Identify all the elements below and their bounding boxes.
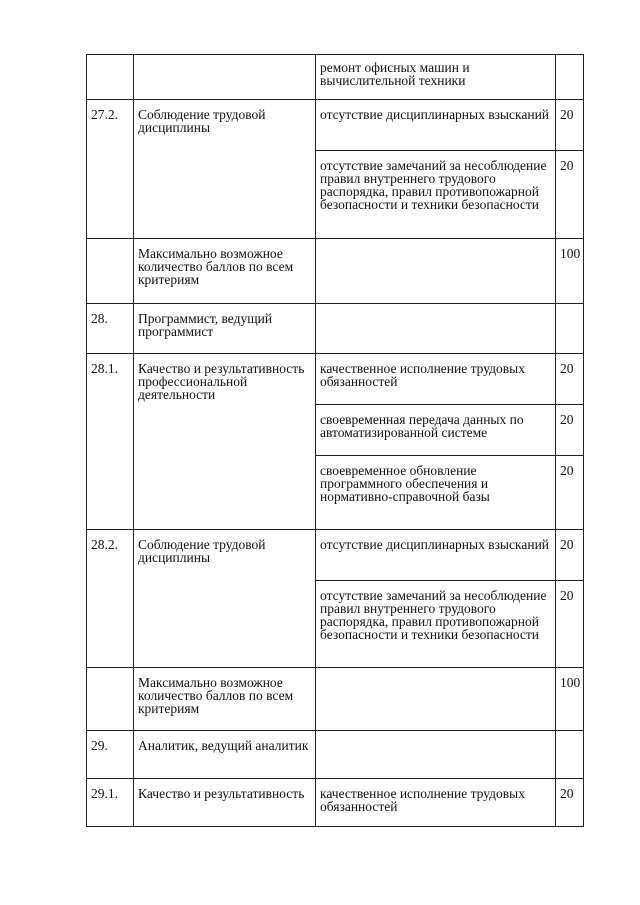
table-row: [87, 731, 584, 779]
row-number-cell: 29.: [87, 731, 134, 779]
criteria-table: [86, 54, 584, 827]
indicator-cell: [316, 304, 556, 354]
criterion-name-cell: Аналитик, ведущий аналитик: [134, 731, 316, 779]
indicator-cell: качественное исполнение трудовых обязанностей: [316, 354, 556, 405]
score-cell: 100: [556, 239, 584, 304]
indicator-cell: [316, 668, 556, 731]
table-row: [87, 239, 584, 304]
table-row: [87, 100, 584, 151]
score-cell: 20: [556, 581, 584, 668]
table-row: [87, 354, 584, 405]
row-number-cell: [87, 55, 134, 100]
table-row: [87, 304, 584, 354]
table-row: [87, 668, 584, 731]
indicator-cell: отсутствие замечаний за несоблюдение правил внутреннего трудового распорядка, правил противопожарной безопасности и техники безопасности: [316, 151, 556, 239]
score-cell: 20: [556, 456, 584, 530]
score-cell: 20: [556, 530, 584, 581]
indicator-cell: отсутствие дисциплинарных взысканий: [316, 530, 556, 581]
score-cell: 20: [556, 779, 584, 827]
criterion-name-cell: Максимально возможное количество баллов по всем критериям: [134, 668, 316, 731]
table-row: [87, 530, 584, 581]
row-number-cell: 28.: [87, 304, 134, 354]
indicator-cell: [316, 239, 556, 304]
indicator-cell: [316, 731, 556, 779]
indicator-cell: своевременное обновление программного обеспечения и нормативно-справочной базы: [316, 456, 556, 530]
score-cell: [556, 55, 584, 100]
score-cell: 20: [556, 405, 584, 456]
row-number-cell: 28.1.: [87, 354, 134, 530]
row-number-cell: 29.1.: [87, 779, 134, 827]
row-number-cell: 28.2.: [87, 530, 134, 668]
indicator-cell: отсутствие замечаний за несоблюдение правил внутреннего трудового распорядка, правил противопожарной безопасности и техники безопасности: [316, 581, 556, 668]
score-cell: 20: [556, 100, 584, 151]
criterion-name-cell: Соблюдение трудовой дисциплины: [134, 530, 316, 668]
criterion-name-cell: Программист, ведущий программист: [134, 304, 316, 354]
indicator-cell: отсутствие дисциплинарных взысканий: [316, 100, 556, 151]
criterion-name-cell: Качество и результативность: [134, 779, 316, 827]
row-number-cell: [87, 668, 134, 731]
indicator-cell: своевременная передача данных по автоматизированной системе: [316, 405, 556, 456]
score-cell: 20: [556, 151, 584, 239]
table-row: [87, 55, 584, 100]
criterion-name-cell: Соблюдение трудовой дисциплины: [134, 100, 316, 239]
score-cell: [556, 731, 584, 779]
score-cell: 100: [556, 668, 584, 731]
table-row: [87, 779, 584, 827]
criterion-name-cell: Максимально возможное количество баллов по всем критериям: [134, 239, 316, 304]
criterion-name-cell: [134, 55, 316, 100]
indicator-cell: качественное исполнение трудовых обязанностей: [316, 779, 556, 827]
row-number-cell: 27.2.: [87, 100, 134, 239]
row-number-cell: [87, 239, 134, 304]
score-cell: 20: [556, 354, 584, 405]
criterion-name-cell: Качество и результативность профессиональной деятельности: [134, 354, 316, 530]
indicator-cell: ремонт офисных машин и вычислительной техники: [316, 55, 556, 100]
score-cell: [556, 304, 584, 354]
